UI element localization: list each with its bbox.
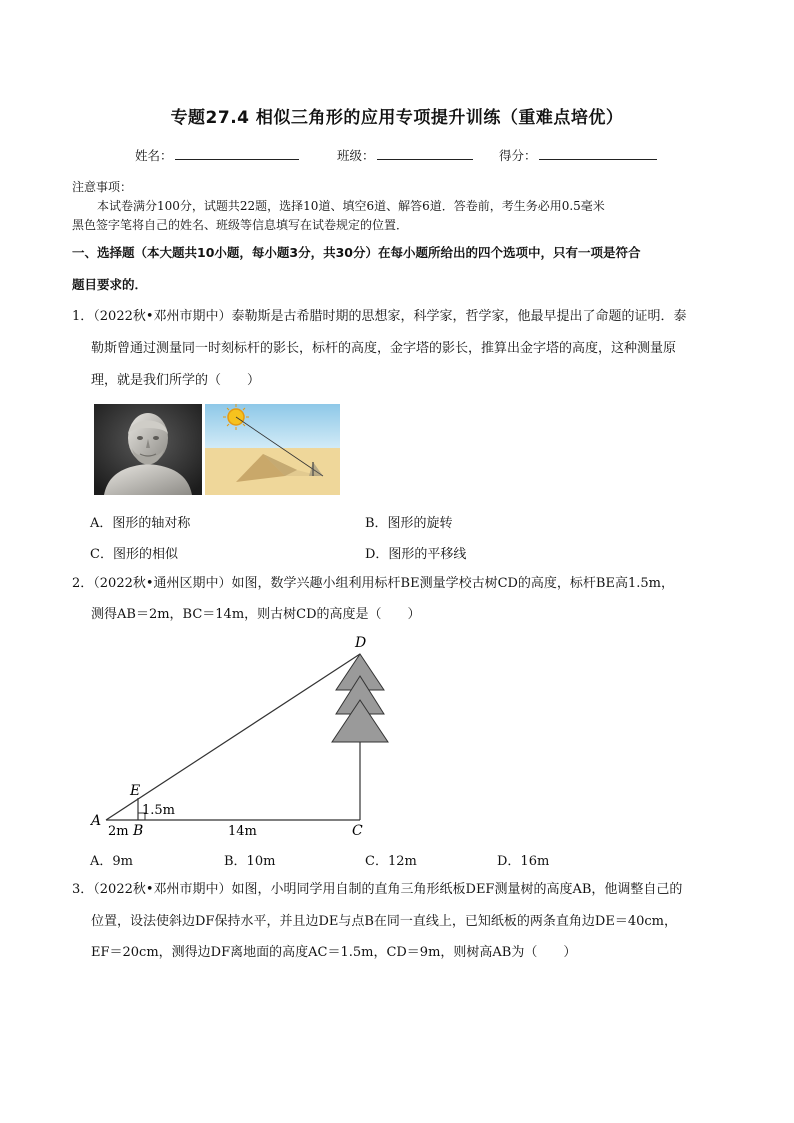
- pyramid-shadow-image: [205, 404, 340, 495]
- sight-line: [106, 654, 360, 820]
- q2-option-a: A．9m: [90, 854, 133, 869]
- thales-bust-image: [94, 404, 202, 495]
- q2-option-b: B．10m: [224, 854, 276, 869]
- q3-line-1: 3．（2022秋•邓州市期中）如图，小明同学用自制的直角三角形纸板DEF测量树的高度AB，他调整自己的: [72, 882, 683, 897]
- q2-figure: [86, 630, 396, 840]
- q2-line-1: 2．（2022秋•通州区期中）如图，数学兴趣小组利用标杆BE测量学校古树CD的高度，标杆BE高1.5m，: [72, 576, 674, 591]
- q1-option-d: D．图形的平移线: [365, 547, 467, 562]
- score-field: [499, 146, 657, 164]
- name-field: [135, 146, 299, 164]
- label-d: D: [355, 635, 367, 651]
- notice-heading: 注意事项：: [72, 180, 133, 194]
- label-bc-length: 14m: [228, 824, 257, 839]
- q3-line-3: EF＝20cm，测得边DF离地面的高度AC＝1.5m，CD＝9m，则树高AB为（ ）: [91, 945, 577, 960]
- section-1-heading-cont: 题目要求的．: [72, 277, 148, 292]
- notice-line-1: 本试卷满分100分，试题共22题，选择10道、填空6道、解答6道．答卷前，考生务必用0.5毫米: [97, 199, 605, 213]
- q2-option-d: D．16m: [497, 854, 550, 869]
- label-c: C: [352, 823, 363, 839]
- q1-option-c: C．图形的相似: [90, 547, 178, 562]
- page-title: 专题27.4 相似三角形的应用专项提升训练（重难点培优）: [170, 108, 624, 128]
- q3-line-2: 位置，设法使斜边DF保持水平，并且边DE与点B在同一直线上，已知纸板的两条直角边DE＝40cm，: [91, 914, 677, 929]
- q2-line-2: 测得AB＝2m，BC＝14m，则古树CD的高度是（ ）: [91, 607, 421, 622]
- label-a: A: [91, 813, 102, 829]
- class-blank: [377, 147, 473, 160]
- name-blank: [175, 147, 299, 160]
- score-label: 得分：: [499, 148, 537, 163]
- label-e: E: [130, 783, 141, 799]
- q2-option-c: C．12m: [365, 854, 417, 869]
- score-blank: [539, 147, 657, 160]
- class-field: [337, 146, 473, 164]
- q1-line-2: 勒斯曾通过测量同一时刻标杆的影长，标杆的高度，金字塔的影长，推算出金字塔的高度，这种测量原: [91, 341, 677, 356]
- q1-line-3: 理，就是我们所学的（ ）: [91, 373, 261, 388]
- q1-line-1: 1．（2022秋•邓州市期中）泰勒斯是古希腊时期的思想家，科学家，哲学家，他最早提出了命题的证明．泰: [72, 309, 687, 324]
- label-b: B: [133, 823, 144, 839]
- label-ab-length: 2m: [108, 824, 129, 839]
- q1-option-a: A．图形的轴对称: [90, 516, 191, 531]
- q1-option-b: B．图形的旋转: [365, 516, 453, 531]
- label-be-length: 1.5m: [142, 803, 176, 818]
- name-label: 姓名：: [135, 148, 173, 163]
- notice-line-2: 黑色签字笔将自己的姓名、班级等信息填写在试卷规定的位置．: [72, 218, 409, 232]
- class-label: 班级：: [337, 148, 375, 163]
- section-1-heading: 一、选择题（本大题共10小题，每小题3分，共30分）在每小题所给出的四个选项中，只有一项是符合: [72, 245, 641, 260]
